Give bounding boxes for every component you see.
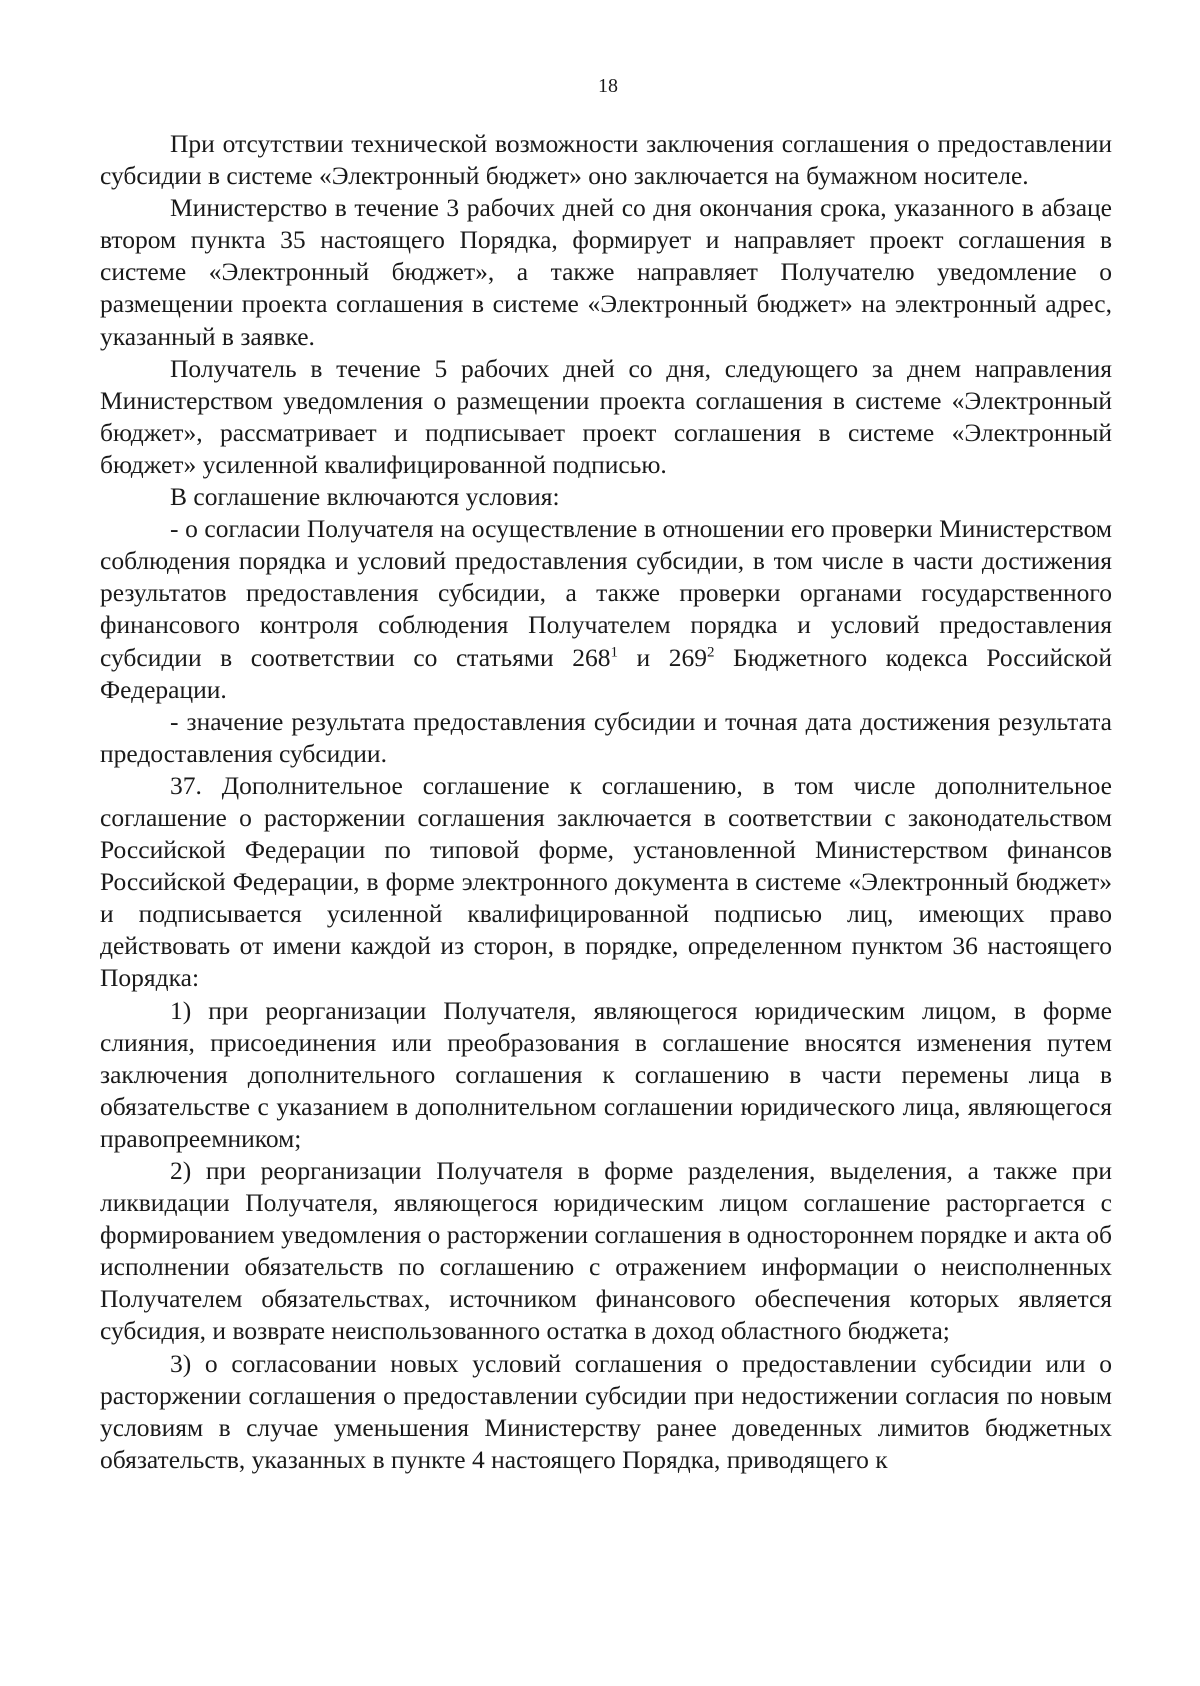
paragraph-conditions-intro: В соглашение включаются условия:: [170, 482, 560, 512]
paragraph-item-37: 37. Дополнительное соглашение к соглашению, в том числе дополнительное соглашение о расторжении соглашения заключается в соответствии с законодательством Российской Федерации по типовой форме, установленной Министерством финансов Российской Федерации, в форме электронного документа в системе «Электронный бюджет» и подписывается усиленной квалифицированной подписью лиц, имеющих право действовать от имени каждой из сторон, в порядке, определенном пунктом 36 настоящего Порядка:: [100, 770, 1112, 993]
paragraph-subitem-3: 3) о согласовании новых условий соглашения о предоставлении субсидии или о расторжении соглашения о предоставлении субсидии при недостижении согласия по новым условиям в случае уменьшения Министерству ранее доведенных лимитов бюджетных обязательств, указанных в пункте 4 настоящего Порядка, приводящего к: [100, 1348, 1112, 1474]
paragraph-condition-result: - значение результата предоставления субсидии и точная дата достижения результата предоставления субсидии.: [100, 706, 1112, 768]
page-number: 18: [598, 75, 618, 97]
condition-consent-text-and: и 269: [618, 642, 707, 672]
paragraph-no-tech-possibility: При отсутствии технической возможности заключения соглашения о предоставлении субсидии в системе «Электронный бюджет» оно заключается на бумажном носителе.: [100, 129, 1112, 191]
paragraph-recipient-signs: Получатель в течение 5 рабочих дней со дня, следующего за днем направления Министерством уведомления о размещении проекта соглашения в системе «Электронный бюджет», рассматривает и подписывает проект соглашения в системе «Электронный бюджет» усиленной квалифицированной подписью.: [100, 353, 1112, 479]
condition-consent-text-end: Бюджетного кодекса Российской Федерации.: [100, 642, 1112, 704]
condition-consent-text: - о согласии Получателя на осуществление в отношении его проверки Министерством соблюдения порядка и условий предоставления субсидии, в том числе в части достижения результатов предоставления субсидии, а также проверки органами государственного финансового контроля соблюдения Получателем порядка и условий предоставления субсидии в соответствии со статьями 268: [100, 514, 1112, 672]
article-269-superscript: 2: [707, 644, 715, 660]
document-body: [100, 128, 1112, 1476]
paragraph-subitem-2: 2) при реорганизации Получателя в форме разделения, выделения, а также при ликвидации Получателя, являющегося юридическим лицом соглашение расторгается с формированием уведомления о расторжении соглашения в одностороннем порядке и акта об исполнении обязательств по соглашению с отражением информации о неисполненных Получателем обязательствах, источником финансового обеспечения которых является субсидия, и возврате неиспользованного остатка в доход областного бюджета;: [100, 1156, 1112, 1346]
paragraph-ministry-draft: Министерство в течение 3 рабочих дней со дня окончания срока, указанного в абзаце втором пункта 35 настоящего Порядка, формирует и направляет проект соглашения в системе «Электронный бюджет», а также направляет Получателю уведомление о размещении проекта соглашения в системе «Электронный бюджет» на электронный адрес, указанный в заявке.: [100, 193, 1112, 351]
article-268-superscript: 1: [610, 644, 618, 660]
paragraph-condition-consent: [100, 513, 1112, 706]
paragraph-subitem-1: 1) при реорганизации Получателя, являющегося юридическим лицом, в форме слияния, присоединения или преобразования в соглашение вносятся изменения путем заключения дополнительного соглашения к соглашению в части перемены лица в обязательстве с указанием в дополнительном соглашении юридического лица, являющегося правопреемником;: [100, 995, 1112, 1153]
